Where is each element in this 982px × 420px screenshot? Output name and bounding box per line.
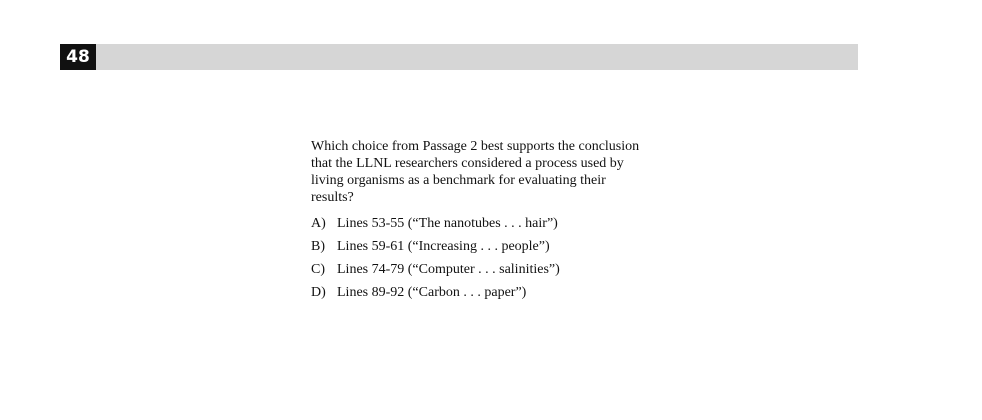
choice-letter: B) [311, 239, 325, 254]
choice-text: Lines 89-92 (“Carbon . . . paper”) [337, 285, 527, 300]
choice-letter: A) [311, 216, 326, 231]
choice-text: Lines 74-79 (“Computer . . . salinities”) [337, 262, 560, 277]
question-prompt: Which choice from Passage 2 best supports the conclusion that the LLNL researchers considered a process used by living organisms as a benchmark for evaluating their results? [311, 139, 640, 205]
choice-text: Lines 53-55 (“The nanotubes . . . hair”) [337, 216, 558, 231]
choice-letter: C) [311, 262, 325, 277]
answer-choice-d[interactable] [311, 284, 641, 301]
answer-choices [311, 215, 641, 301]
question-number-badge: 48 [60, 44, 96, 70]
choice-text: Lines 59-61 (“Increasing . . . people”) [337, 239, 550, 254]
answer-choice-c[interactable] [311, 261, 641, 278]
choice-letter: D) [311, 285, 326, 300]
answer-choice-a[interactable] [311, 215, 641, 232]
answer-choice-b[interactable] [311, 238, 641, 255]
question-block [311, 138, 641, 307]
question-header-bar [60, 44, 858, 70]
